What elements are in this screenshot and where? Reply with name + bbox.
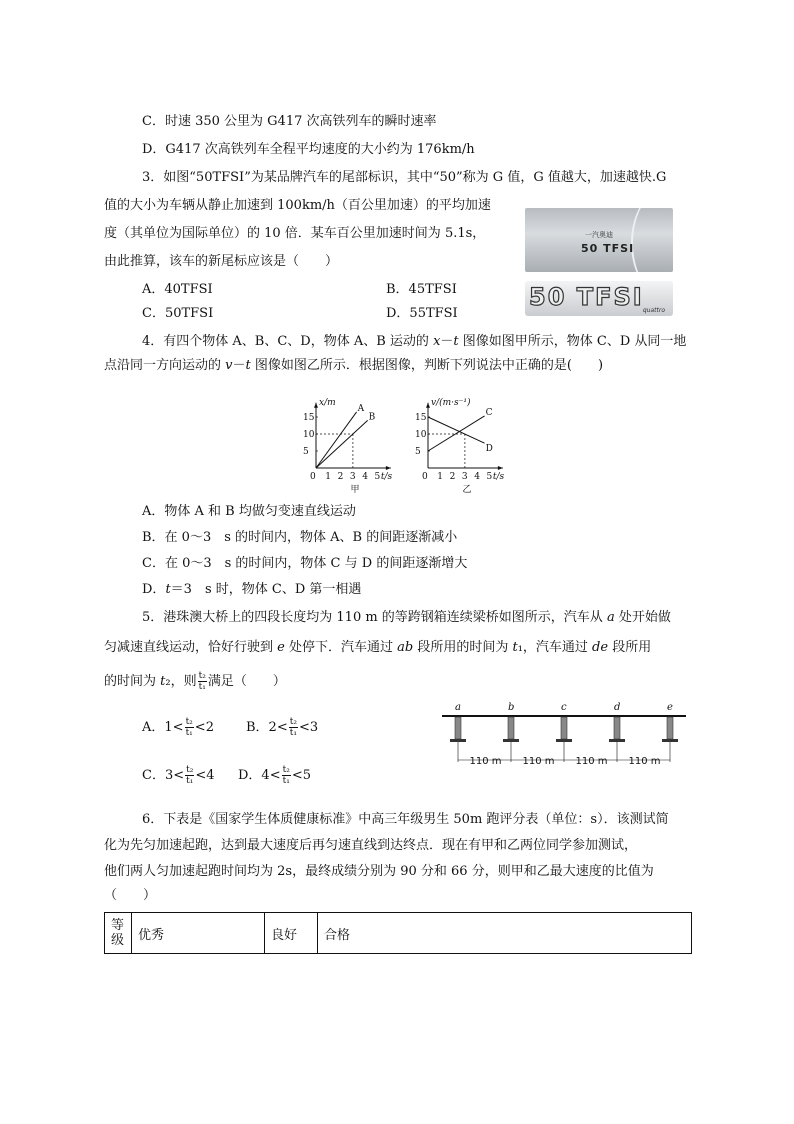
pier-base — [556, 739, 572, 742]
q6-stem-line3: 他们两人匀加速起跑时间均为 2s，最终成绩分别为 90 分和 66 分，则甲和乙最大速度的比值为 — [104, 864, 654, 879]
x-tick-label: 5 — [486, 472, 493, 482]
q3-stem-line4: 由此推算，该车的新尾标应该是（ ） — [104, 254, 339, 269]
span-length-label: 110 m — [628, 756, 661, 767]
q2-option-d: D．G417 次高铁列车全程平均速度的大小约为 176km/h — [142, 142, 475, 157]
chart-caption: 乙 — [462, 485, 472, 495]
x-axis-arrow — [386, 466, 391, 470]
q4-option-d: D．t＝3 s 时，物体 C、D 第一相遇 — [142, 582, 362, 597]
pier-base — [609, 739, 625, 742]
q5-stem-line2: 匀减速直线运动，恰好行驶到 e 处停下．汽车通过 ab 段所用的时间为 t₁，汽车通过 de 段所用 — [104, 640, 652, 655]
y-axis-arrow — [426, 403, 430, 408]
q6-stem-line2: 化为先匀加速起跑，达到最大速度后再匀速直线到达终点．现在有甲和乙两位同学参加测试， — [104, 838, 638, 853]
tfsi-logo-text: 50 TFSI — [529, 283, 644, 311]
ratio-fraction: $\frac{\text{t₂}}{\text{t₁}}$ — [198, 671, 206, 692]
q6-stem-line4: （ ） — [104, 888, 157, 903]
q5-option-b: B．2< $\frac{\text{t₂}}{\text{t₁}}$ <3 — [246, 717, 319, 738]
bridge-pier — [561, 717, 567, 739]
y-tick-label: 15 — [415, 413, 427, 423]
y-axis-label: x/m — [319, 397, 336, 408]
car-badge-model: 50 TFSI — [581, 242, 635, 255]
point-label-b: b — [508, 702, 515, 713]
q3-stem-line2: 值的大小为车辆从静止加速到 100km/h（百公里加速）的平均加速 — [104, 198, 491, 213]
q4-option-a: A．物体 A 和 B 均做匀变速直线运动 — [142, 504, 356, 519]
x-tick-label: 1 — [325, 472, 332, 482]
header-grade: 等级 — [105, 913, 132, 954]
q3-option-d: D．55TFSI — [386, 306, 458, 321]
series-label-b: B — [368, 412, 376, 423]
q4-stem-line2: 点沿同一方向运动的 v－t 图像如图乙所示．根据图像，判断下列说法中正确的是( ) — [104, 358, 604, 373]
bridge-pier — [614, 717, 620, 739]
pier-base — [662, 739, 678, 742]
y-tick-label: 5 — [415, 447, 421, 457]
y-tick-label: 10 — [415, 430, 427, 440]
y-tick-label: 15 — [303, 413, 315, 423]
series-label-c: C — [485, 407, 493, 418]
chart-yi-v-t — [412, 384, 536, 496]
x-tick-label: 5 — [374, 472, 381, 482]
chart-jia-x-t — [300, 384, 412, 496]
bridge-pier — [667, 717, 673, 739]
q4-option-c: C．在 0～3 s 的时间内，物体 C 与 D 的间距逐渐增大 — [142, 556, 468, 571]
header-good: 良好 — [265, 913, 318, 954]
point-label-a: a — [455, 702, 461, 713]
x-tick-label: 0 — [310, 472, 316, 482]
y-axis-label: v/(m·s⁻¹) — [431, 397, 471, 408]
table-row — [105, 913, 692, 954]
q6-stem-line1: 6．下表是《国家学生体质健康标准》中高三年级男生 50m 跑评分表（单位：s）．该测试简 — [142, 812, 669, 827]
point-label-c: c — [561, 702, 567, 713]
q2-option-c: C．时速 350 公里为 G417 次高铁列车的瞬时速率 — [142, 114, 437, 129]
series-label-a: A — [357, 403, 365, 414]
q3-option-a: A．40TFSI — [142, 282, 213, 297]
y-tick-label: 10 — [303, 430, 315, 440]
tfsi-logo-photo — [525, 281, 673, 316]
bridge-pier — [508, 717, 514, 739]
q4-stem-line1: 4．有四个物体 A、B、C、D，物体 A、B 运动的 x－t 图像如图甲所示，物体 C、D 从同一地 — [142, 334, 687, 349]
x-tick-label: 3 — [461, 472, 468, 482]
x-tick-label: 1 — [437, 472, 444, 482]
quattro-text: quattro — [642, 307, 665, 314]
q5-option-a: A．1< $\frac{\text{t₂}}{\text{t₁}}$ <2 — [142, 717, 214, 738]
q5-option-c: C．3< $\frac{\text{t₂}}{\text{t₁}}$ <4 — [142, 765, 215, 786]
bridge-pier — [455, 717, 461, 739]
point-label-e: e — [667, 702, 673, 713]
q3-option-c: C．50TFSI — [142, 306, 214, 321]
pier-base — [450, 739, 466, 742]
q3-stem-line1: 3．如图“50TFSI”为某品牌汽车的尾部标识，其中“50”称为 G 值，G 值越大，加速越快.G — [142, 170, 667, 185]
span-length-label: 110 m — [575, 756, 608, 767]
point-label-d: d — [614, 702, 621, 713]
x-tick-label: 4 — [474, 472, 480, 482]
x-tick-label: 4 — [362, 472, 368, 482]
q5-stem-line3: 的时间为 t₂，则 $\frac{\text{t₂}}{\text{t₁}}$ 满足（ ） — [104, 671, 286, 692]
span-length-label: 110 m — [522, 756, 555, 767]
span-length-label: 110 m — [469, 756, 502, 767]
q5-option-d: D．4< $\frac{\text{t₂}}{\text{t₁}}$ <5 — [238, 765, 311, 786]
series-line-a — [316, 412, 357, 468]
y-axis-arrow — [314, 403, 318, 408]
q3-stem-line3: 度（其单位为国际单位）的 10 倍．某车百公里加速时间为 5.1s， — [104, 226, 486, 241]
car-badge-brand: 一汽奥迪 — [585, 231, 613, 239]
series-line-b — [316, 420, 368, 468]
x-tick-label: 3 — [349, 472, 356, 482]
car-rear-photo — [525, 208, 673, 272]
y-tick-label: 5 — [303, 447, 309, 457]
x-axis-arrow — [498, 466, 503, 470]
chart-caption: 甲 — [350, 485, 360, 495]
x-axis-label: t/s — [380, 472, 393, 482]
x-tick-label: 2 — [337, 472, 344, 482]
x-axis-label: t/s — [492, 472, 505, 482]
q4-option-b: B．在 0～3 s 的时间内，物体 A、B 的间距逐渐减小 — [142, 530, 458, 545]
x-tick-label: 2 — [449, 472, 456, 482]
header-excellent: 优秀 — [132, 913, 265, 954]
q5-stem-line1: 5．港珠澳大桥上的四段长度均为 110 m 的等跨钢箱连续梁桥如图所示，汽车从 a 处开始做 — [142, 610, 671, 625]
bridge-diagram — [438, 700, 690, 780]
header-pass: 合格 — [318, 913, 692, 954]
car-body-curve — [631, 208, 673, 272]
grade-table — [104, 912, 692, 954]
pier-base — [503, 739, 519, 742]
series-label-d: D — [485, 444, 493, 455]
q3-option-b: B．45TFSI — [386, 282, 457, 297]
x-tick-label: 0 — [422, 472, 428, 482]
